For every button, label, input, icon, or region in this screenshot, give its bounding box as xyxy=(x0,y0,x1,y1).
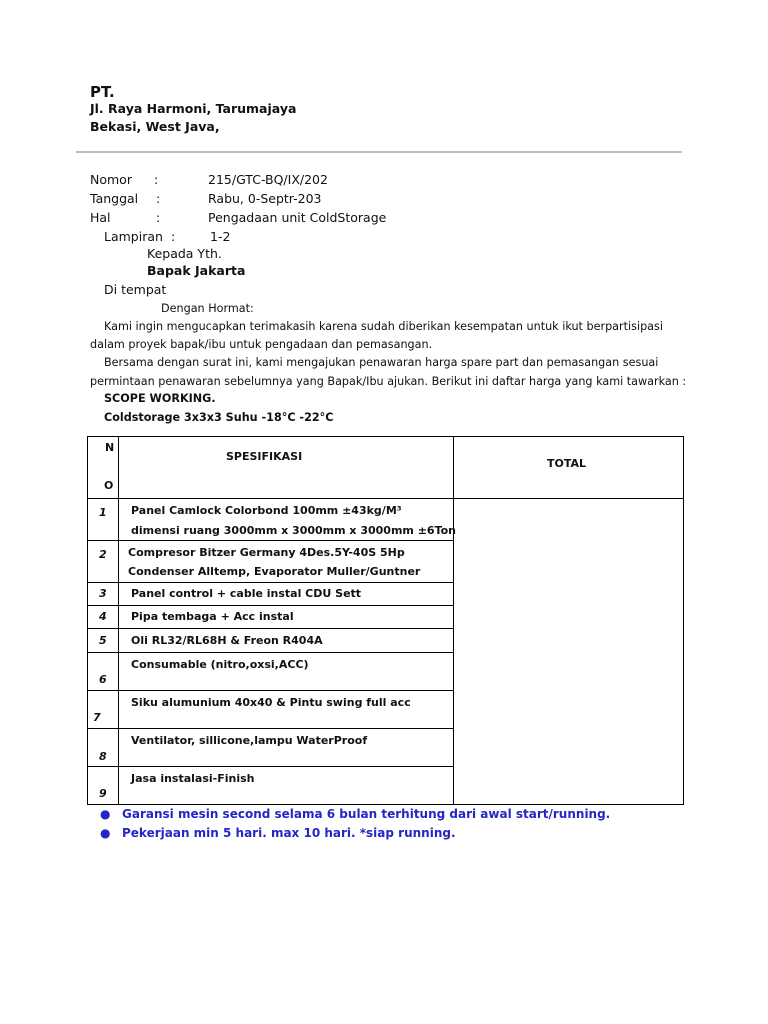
row-number-cell xyxy=(88,691,119,729)
paragraph-1-line-2: dalam proyek bapak/ibu untuk pengadaan dan pemasangan. xyxy=(90,338,433,351)
nomor-value: 215/GTC-BQ/IX/202 xyxy=(208,172,328,187)
recipient-name: Bapak Jakarta xyxy=(147,263,246,278)
row-spec-cell xyxy=(119,767,454,805)
row-spec-cell xyxy=(119,629,454,653)
greeting: Dengan Hormat: xyxy=(161,302,254,315)
row-number: 5 xyxy=(99,634,107,647)
tanggal-label: Tanggal xyxy=(90,191,139,206)
recipient-kepada: Kepada Yth. xyxy=(147,246,222,261)
nomor-separator: : xyxy=(154,172,159,187)
paragraph-2-line-1: Bersama dengan surat ini, kami mengajukan penawaran harga spare part dan pemasangan sesuai xyxy=(104,356,659,369)
header-spec xyxy=(119,437,454,499)
row-spec-cell xyxy=(119,541,454,583)
row-spec-cell xyxy=(119,691,454,729)
row-spec-cell xyxy=(119,653,454,691)
bullet-icon: ● xyxy=(100,807,111,821)
header-total xyxy=(454,437,684,499)
row-number-cell xyxy=(88,583,119,606)
header-divider xyxy=(76,151,682,153)
row-number-cell xyxy=(88,606,119,629)
row-number: 7 xyxy=(93,711,101,724)
row-number-cell xyxy=(88,729,119,767)
row-number: 6 xyxy=(99,673,107,686)
row-number: 9 xyxy=(99,787,107,800)
hal-value: Pengadaan unit ColdStorage xyxy=(208,210,387,225)
row-spec-line-1: Panel Camlock Colorbond 100mm ±43kg/M³ xyxy=(131,504,402,517)
row-number: 3 xyxy=(99,587,107,600)
lampiran-value: 1-2 xyxy=(210,229,231,244)
row-number: 4 xyxy=(99,610,107,623)
hal-label: Hal xyxy=(90,210,111,225)
row-number-cell xyxy=(88,541,119,583)
header-total-label: TOTAL xyxy=(547,457,587,470)
note-warranty: Garansi mesin second selama 6 bulan terhitung dari awal start/running. xyxy=(122,807,611,821)
paragraph-1-line-1: Kami ingin mengucapkan terimakasih karena sudah diberikan kesempatan untuk ikut berpartisipasi xyxy=(104,320,663,333)
header-no-bottom: O xyxy=(104,479,114,492)
specification-table xyxy=(87,436,684,805)
lampiran-label: Lampiran xyxy=(104,229,163,244)
row-spec-line-1: Ventilator, sillicone,lampu WaterProof xyxy=(131,734,368,747)
row-spec-line-1: Oli RL32/RL68H & Freon R404A xyxy=(131,634,323,647)
row-spec-cell xyxy=(119,729,454,767)
row-spec-cell xyxy=(119,606,454,629)
scope-title: SCOPE WORKING. xyxy=(104,392,216,405)
row-spec-cell xyxy=(119,499,457,541)
tanggal-value: Rabu, 0-Septr-203 xyxy=(208,191,322,206)
row-number: 8 xyxy=(99,750,107,763)
row-number-cell xyxy=(88,767,119,805)
bullet-icon: ● xyxy=(100,826,111,840)
row-number-cell xyxy=(88,499,119,541)
table-row xyxy=(88,499,684,541)
paragraph-2-line-2: permintaan penawaran sebelumnya yang Bapak/Ibu ajukan. Berikut ini daftar harga yang kami tawarkan : xyxy=(90,375,687,388)
row-spec-line-1: Siku alumunium 40x40 & Pintu swing full acc xyxy=(131,696,411,709)
row-number-cell xyxy=(88,629,119,653)
header-no-top: N xyxy=(105,441,115,454)
row-spec-line-1: Pipa tembaga + Acc instal xyxy=(131,610,294,623)
table-header-row xyxy=(88,437,684,499)
scope-detail: Coldstorage 3x3x3 Suhu -18°C -22°C xyxy=(104,411,334,424)
nomor-label: Nomor xyxy=(90,172,132,187)
row-number: 1 xyxy=(99,506,107,519)
row-spec-line-1: Consumable (nitro,oxsi,ACC) xyxy=(131,658,309,671)
row-spec-line-2: Condenser Alltemp, Evaporator Muller/Guntner xyxy=(128,565,421,578)
header-no xyxy=(88,437,119,499)
row-spec-cell xyxy=(119,583,454,606)
row-spec-line-1: Jasa instalasi-Finish xyxy=(131,772,255,785)
row-spec-line-1: Panel control + cable instal CDU Sett xyxy=(131,587,362,600)
address-line-2: Bekasi, West Java, xyxy=(90,119,220,134)
company-name: PT. xyxy=(90,83,115,101)
row-spec-line-2: dimensi ruang 3000mm x 3000mm x 3000mm ±6Ton xyxy=(131,524,457,537)
row-number-cell xyxy=(88,653,119,691)
total-cell xyxy=(454,499,684,805)
row-spec-line-1: Compresor Bitzer Germany 4Des.5Y-40S 5Hp xyxy=(128,546,405,559)
address-line-1: Jl. Raya Harmoni, Tarumajaya xyxy=(90,101,297,116)
hal-separator: : xyxy=(156,210,161,225)
recipient-place: Di tempat xyxy=(104,282,167,297)
header-spec-label: SPESIFIKASI xyxy=(226,450,303,463)
tanggal-separator: : xyxy=(156,191,161,206)
lampiran-separator: : xyxy=(171,229,176,244)
note-duration: Pekerjaan min 5 hari. max 10 hari. *siap running. xyxy=(122,826,456,840)
row-number: 2 xyxy=(99,548,107,561)
